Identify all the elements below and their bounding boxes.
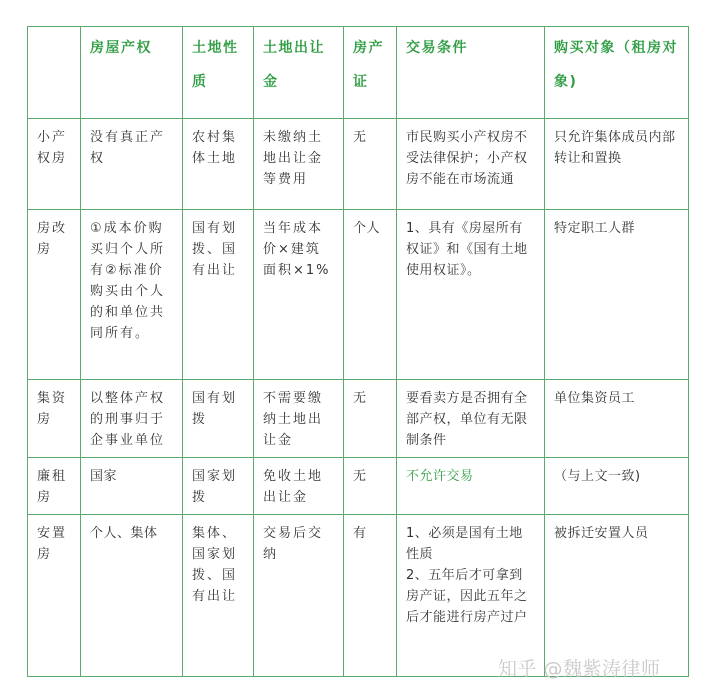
table-cell: 集体、国家划拨、国有出让 (183, 515, 254, 677)
header-cell-certificate: 房产证 (344, 27, 397, 119)
header-cell-property-right: 房屋产权 (81, 27, 183, 119)
table-cell: 免收土地出让金 (254, 458, 344, 515)
table-cell: 不需要缴纳土地出让金 (254, 380, 344, 458)
table-row (28, 515, 689, 677)
header-cell-buyer: 购买对象（租房对象) (545, 27, 689, 119)
table-cell: 未缴纳土地出让金等费用 (254, 119, 344, 210)
row-type-cell: 小产权房 (28, 119, 81, 210)
table-cell: （与上文一致) (545, 458, 689, 515)
table-cell: 个人、集体 (81, 515, 183, 677)
table-header-row (28, 27, 689, 119)
table-cell: 无 (344, 380, 397, 458)
table-cell: 农村集体土地 (183, 119, 254, 210)
table-cell: 国有划拨、国有出让 (183, 210, 254, 380)
header-cell-land-fee: 土地出让金 (254, 27, 344, 119)
table-cell: ①成本价购买归个人所有②标准价购买由个人的和单位共同所有。 (81, 210, 183, 380)
row-type-cell: 安置房 (28, 515, 81, 677)
table-cell: 无 (344, 119, 397, 210)
table-row (28, 380, 689, 458)
table-cell: 无 (344, 458, 397, 515)
table-cell: 个人 (344, 210, 397, 380)
housing-comparison-table (27, 26, 689, 677)
table-cell: 单位集资员工 (545, 380, 689, 458)
table-cell: 没有真正产权 (81, 119, 183, 210)
table-cell: 国家 (81, 458, 183, 515)
table-cell: 要看卖方是否拥有全部产权，单位有无限制条件 (397, 380, 545, 458)
table-cell: 特定职工人群 (545, 210, 689, 380)
header-cell-trade-condition: 交易条件 (397, 27, 545, 119)
table-row (28, 119, 689, 210)
watermark-text: 知乎 @魏紫涛律师 (498, 658, 661, 680)
table-cell: 只允许集体成员内部转让和置换 (545, 119, 689, 210)
table-cell: 国家划拨 (183, 458, 254, 515)
table-cell: 不允许交易 (397, 458, 545, 515)
row-type-cell: 廉租房 (28, 458, 81, 515)
row-type-cell: 集资房 (28, 380, 81, 458)
table-cell: 被拆迁安置人员 (545, 515, 689, 677)
table-cell: 以整体产权的刑事归于企事业单位 (81, 380, 183, 458)
row-type-cell: 房改房 (28, 210, 81, 380)
table-cell: 国有划拨 (183, 380, 254, 458)
table-cell: 1、必须是国有土地性质 2、五年后才可拿到房产证，因此五年之后才能进行房产过户 (397, 515, 545, 677)
table-cell: 当年成本价×建筑面积×1% (254, 210, 344, 380)
table-row (28, 458, 689, 515)
table-cell: 交易后交纳 (254, 515, 344, 677)
table-row (28, 210, 689, 380)
table-cell: 1、具有《房屋所有权证》和《国有土地使用权证》。 (397, 210, 545, 380)
header-cell-land-nature: 土地性质 (183, 27, 254, 119)
table-cell: 市民购买小产权房不受法律保护；小产权房不能在市场流通 (397, 119, 545, 210)
header-cell-empty (28, 27, 81, 119)
table-cell: 有 (344, 515, 397, 677)
